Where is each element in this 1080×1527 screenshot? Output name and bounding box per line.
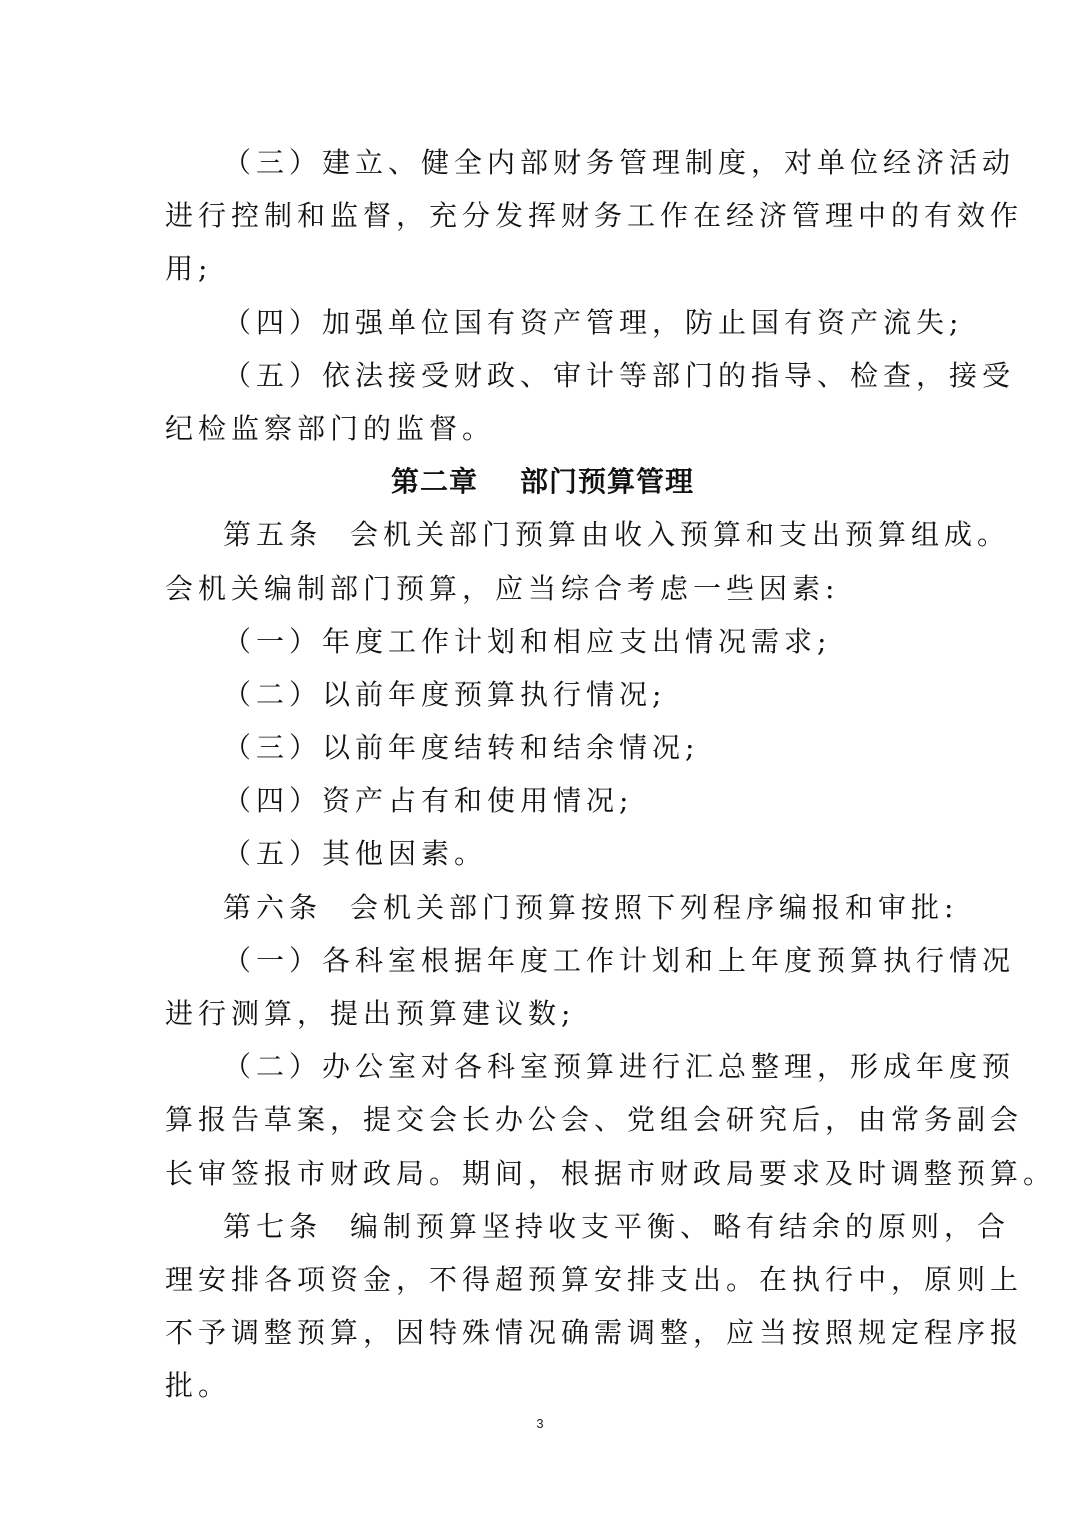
article-number: 第五条	[223, 518, 323, 552]
text-line: 算报告草案，提交会长办公会、党组会研究后，由常务副会	[165, 1103, 1024, 1137]
text-line: 会机关编制部门预算，应当综合考虑一些因素:	[165, 571, 840, 605]
article-number: 第七条	[223, 1209, 323, 1243]
text-line: （二）办公室对各科室预算进行汇总整理，形成年度预	[223, 1050, 1016, 1084]
text-line: 长审签报市财政局。期间，根据市财政局要求及时调整预算。	[165, 1156, 1057, 1190]
chapter-title: 部门预算管理	[520, 465, 695, 499]
chapter-heading	[165, 455, 920, 508]
chapter-number: 第二章	[390, 465, 478, 499]
text-line: 理安排各项资金，不得超预算安排支出。在执行中，原则上	[165, 1262, 1024, 1296]
text-line: （五）依法接受财政、审计等部门的指导、检查，接受	[223, 358, 1016, 392]
article-text: 编制预算坚持收支平衡、略有结余的原则，合	[350, 1209, 1011, 1243]
text-line: （四）加强单位国有资产管理，防止国有资产流失;	[223, 305, 964, 339]
text-line: （三）建立、健全内部财务管理制度，对单位经济活动	[223, 146, 1016, 179]
text-line: 不予调整预算，因特殊情况确需调整，应当按照规定程序报	[165, 1316, 1024, 1350]
text-line: 纪检监察部门的监督。	[165, 411, 496, 445]
text-line: （二）以前年度预算执行情况;	[223, 677, 667, 711]
text-line: （四）资产占有和使用情况;	[223, 784, 634, 818]
text-line: （五）其他因素。	[223, 837, 488, 871]
text-line: 批。	[165, 1369, 232, 1403]
text-line: 进行测算，提出预算建议数;	[165, 997, 576, 1030]
text-line: 用;	[165, 252, 213, 286]
article-text: 会机关部门预算由收入预算和支出预算组成。	[350, 518, 1011, 552]
article-number: 第六条	[223, 890, 323, 924]
text-line: （三）以前年度结转和结余情况;	[223, 731, 700, 765]
text-line: 进行控制和监督，充分发挥财务工作在经济管理中的有效作	[165, 199, 1024, 233]
text-line: （一）年度工作计划和相应支出情况需求;	[223, 624, 832, 658]
page-number: 3	[536, 1416, 544, 1431]
article-line	[165, 1200, 1011, 1253]
article-line	[165, 508, 1011, 561]
article-line	[165, 881, 959, 934]
article-text: 会机关部门预算按照下列程序编报和审批:	[350, 890, 959, 924]
document-body	[165, 136, 1057, 1413]
text-line: （一）各科室根据年度工作计划和上年度预算执行情况	[223, 943, 1016, 977]
